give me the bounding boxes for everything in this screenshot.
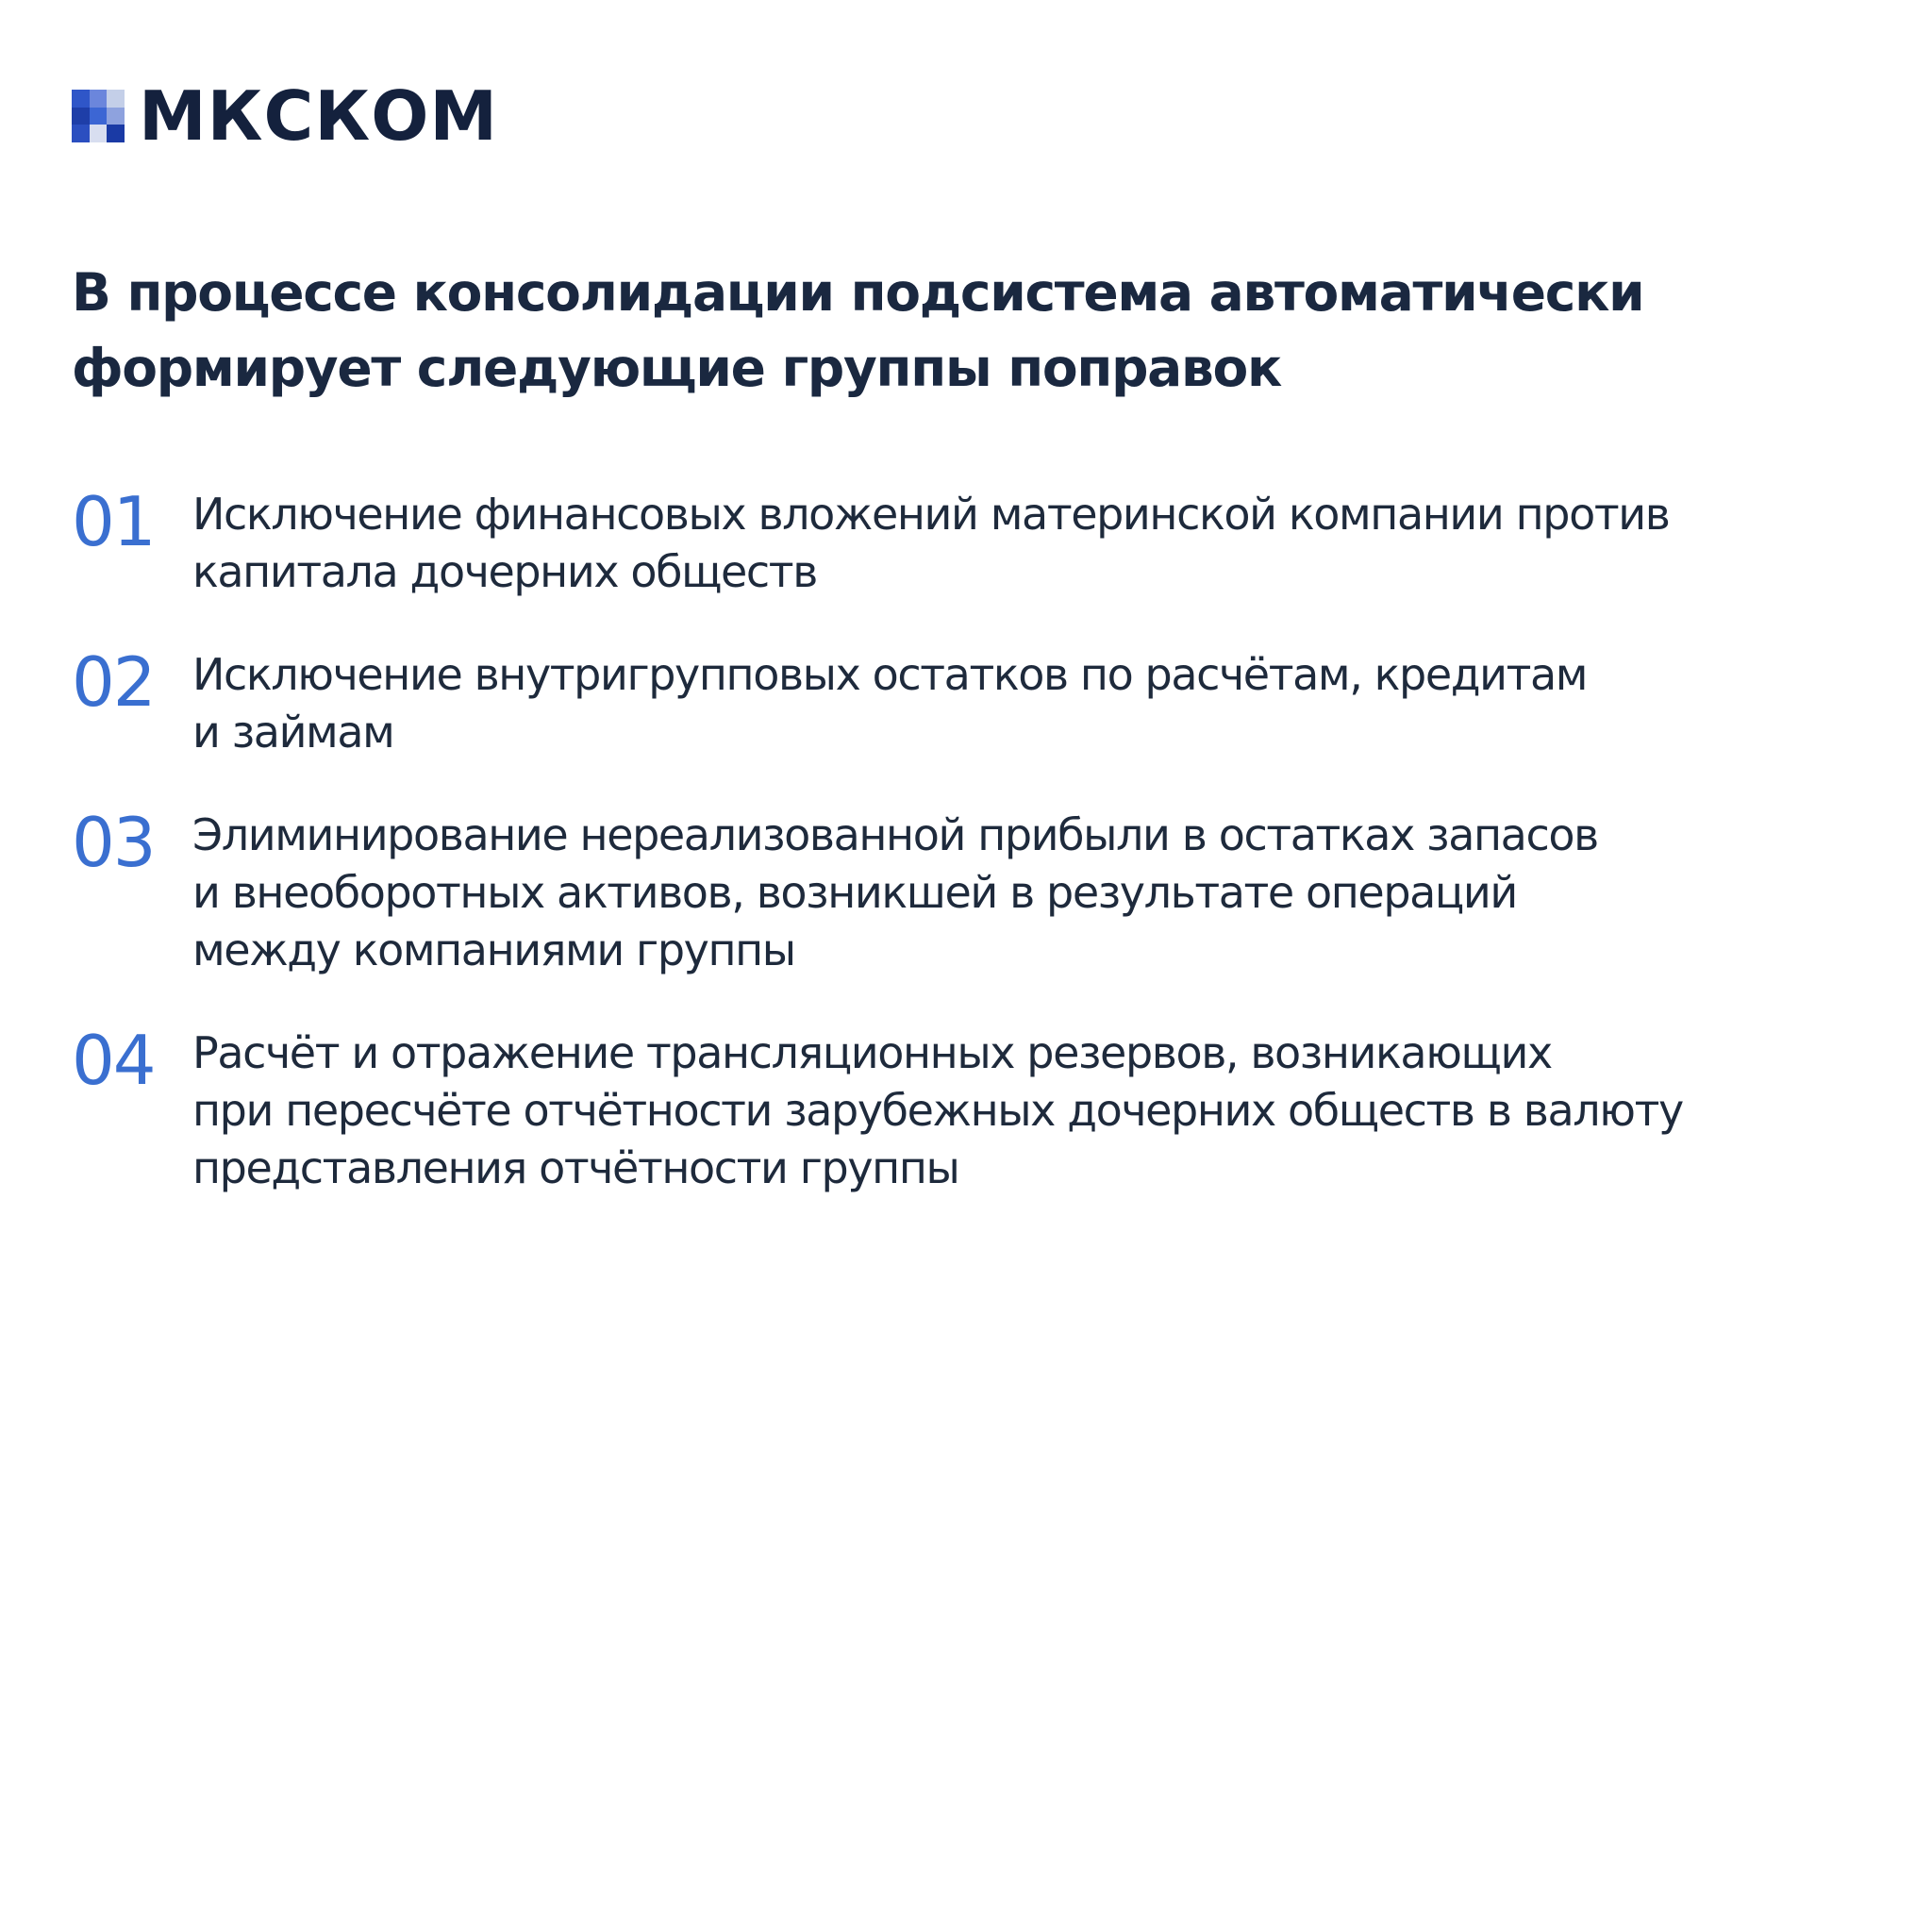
logo-tile	[90, 90, 108, 108]
item-number: 02	[72, 642, 155, 722]
logo-wordmark: МКСКОМ	[139, 76, 499, 156]
list-item	[72, 1021, 1864, 1197]
item-line: Исключение внутригрупповых остатков по расчётам, кредитам	[192, 649, 1588, 700]
item-line: Исключение финансовых вложений материнской компании против	[192, 489, 1670, 540]
item-description	[192, 646, 1853, 761]
logo-tile	[107, 125, 125, 142]
item-line: капитала дочерних обществ	[192, 546, 817, 597]
logo-tile	[72, 108, 90, 125]
item-line: представления отчётности группы	[192, 1142, 959, 1193]
item-number: 04	[72, 1021, 155, 1100]
item-number: 01	[72, 482, 155, 561]
item-description	[192, 807, 1853, 979]
logo-tile	[107, 90, 125, 108]
adjustments-list	[72, 482, 1864, 1242]
item-line: Расчёт и отражение трансляционных резервов, возникающих	[192, 1027, 1552, 1078]
title-line: формирует следующие группы поправок	[72, 338, 1282, 398]
list-item	[72, 482, 1864, 601]
item-line: и займам	[192, 707, 394, 758]
logo-mosaic-icon	[72, 90, 125, 142]
list-item	[72, 642, 1864, 761]
logo-tile	[107, 108, 125, 125]
item-line: при пересчёте отчётности зарубежных дочерних обществ в валюту	[192, 1085, 1683, 1136]
logo-tile	[90, 125, 108, 142]
page-title	[72, 255, 1826, 406]
item-number: 03	[72, 803, 155, 882]
logo-tile	[72, 90, 90, 108]
logo-tile	[72, 125, 90, 142]
logo-tile	[90, 108, 108, 125]
title-line: В процессе консолидации подсистема автоматически	[72, 262, 1644, 323]
item-line: и внеоборотных активов, возникшей в результате операций	[192, 867, 1517, 918]
list-item	[72, 803, 1864, 979]
item-description	[192, 486, 1853, 601]
item-line: Элиминирование нереализованной прибыли в остатках запасов	[192, 809, 1598, 860]
item-description	[192, 1024, 1853, 1197]
item-line: между компаниями группы	[192, 924, 795, 975]
brand-logo	[72, 76, 499, 156]
